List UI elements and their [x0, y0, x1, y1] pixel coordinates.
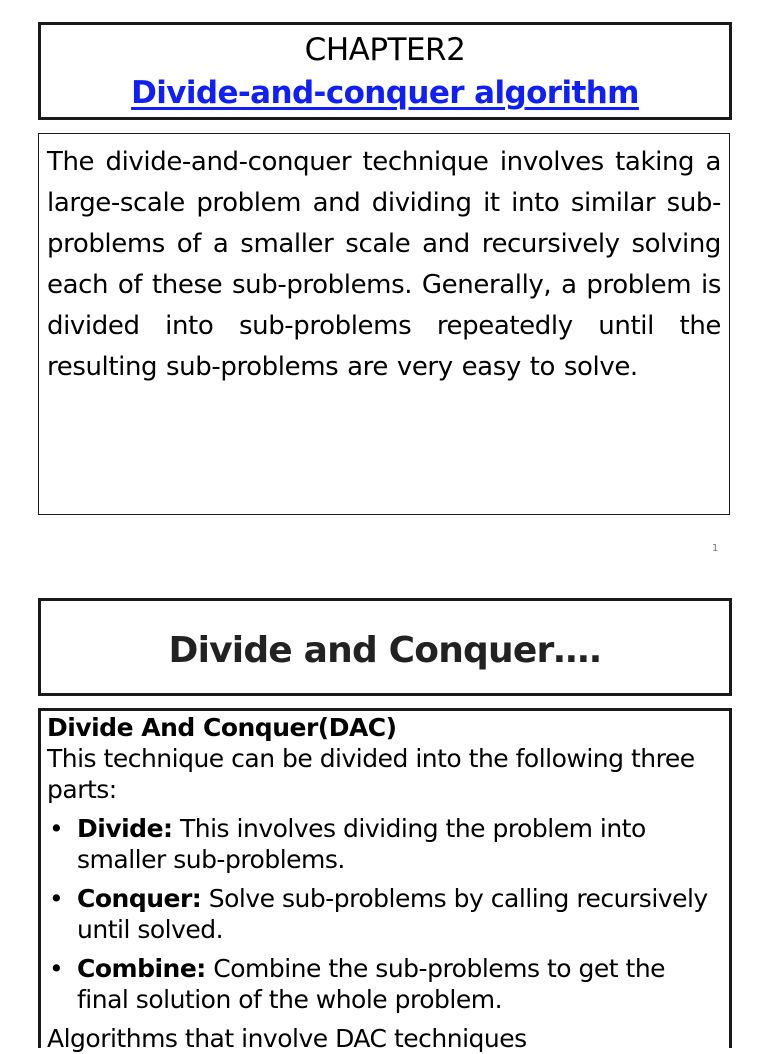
- point-text: This involves dividing the problem into smaller sub-problems.: [77, 814, 646, 874]
- chapter-title-box: [38, 22, 732, 120]
- slide2-title: Divide and Conquer….: [168, 629, 602, 671]
- chapter-subtitle-link[interactable]: Divide-and-conquer algorithm: [131, 75, 639, 111]
- intro-text-box: [38, 133, 730, 515]
- point-term: Combine:: [77, 954, 206, 983]
- slide2-body-box: [38, 708, 732, 1053]
- point-text: Solve sub-problems by calling recursively until solved.: [77, 884, 708, 944]
- list-item: [47, 813, 723, 875]
- list-item: [47, 883, 723, 945]
- point-term: Divide:: [77, 814, 173, 843]
- point-text: Combine the sub-problems to get the final solution of the whole problem.: [77, 954, 666, 1014]
- page-number: 1: [712, 543, 719, 554]
- bullet-icon: •: [49, 954, 64, 983]
- slide2-title-box: [38, 598, 732, 696]
- dac-heading: Divide And Conquer(DAC): [47, 713, 397, 742]
- bullet-icon: •: [49, 814, 64, 843]
- intro-paragraph: The divide-and-conquer technique involves taking a large-scale problem and dividing it into similar sub-problems of a smaller scale and recursively solving each of these sub-problems. Generally, a problem is divided into sub-problems repeatedly until the resulting sub-problems are very easy to solve.: [47, 147, 721, 382]
- trailing-partial-text: Algorithms that involve DAC techniques: [47, 1024, 527, 1053]
- chapter-label: CHAPTER2: [304, 32, 466, 68]
- parts-list: [47, 813, 723, 1015]
- point-term: Conquer:: [77, 884, 202, 913]
- bullet-icon: •: [49, 884, 64, 913]
- list-item: [47, 953, 723, 1015]
- parts-intro: This technique can be divided into the following three parts:: [47, 744, 695, 804]
